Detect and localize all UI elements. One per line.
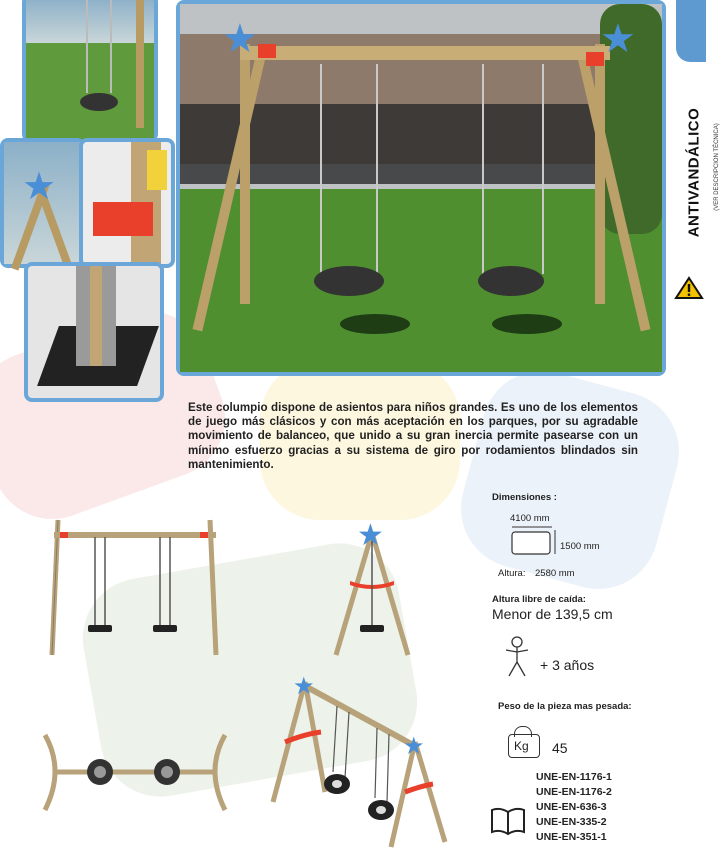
book-icon <box>490 806 526 836</box>
drawing-side-view <box>330 515 420 660</box>
svg-text:★: ★ <box>403 732 425 760</box>
height-value: 2580 mm <box>535 568 575 579</box>
norm-3: UNE-EN-636-3 <box>536 801 607 813</box>
age-value: + 3 años <box>540 657 595 673</box>
product-description: Este columpio dispone de asientos para niños grandes. Es uno de los elementos de juego más clásicos y con más aceptación en los parques, por su agradable movimiento de balanceo, que unido a su gran inercia permite pasearse con un mínimo esfuerzo gracias a su sistema de giro por rodamientos blindados sin mantenimiento. <box>188 401 638 471</box>
norm-4: UNE-EN-335-2 <box>536 816 607 828</box>
fall-height-value: Menor de 139,5 cm <box>492 606 613 622</box>
product-category-note <box>693 96 723 256</box>
photo-bracket-detail <box>79 138 175 268</box>
norm-2: UNE-EN-1176-2 <box>536 786 612 798</box>
drawing-perspective-view <box>265 672 465 847</box>
category-subtitle: (VER DESCRIPCION TÉCNICA) <box>714 123 720 211</box>
norm-1: UNE-EN-1176-1 <box>536 771 612 783</box>
depth-value: 1500 mm <box>560 541 600 552</box>
fall-height-label: Altura libre de caída: <box>492 594 586 605</box>
weight-label: Peso de la pieza mas pesada: <box>498 701 632 712</box>
bg-puzzle-blue <box>448 358 693 603</box>
weight-unit: Kg <box>514 739 529 753</box>
photo-main-swing: ★ ★ <box>176 0 666 376</box>
side-tab <box>676 0 706 62</box>
photo-swing-seat <box>22 0 158 142</box>
drawing-front-view <box>40 515 230 660</box>
drawing-top-view <box>40 730 230 820</box>
photo-base-plate <box>24 262 164 402</box>
child-icon <box>502 636 532 678</box>
dimensions-box-icon <box>508 524 558 558</box>
category-title: ANTIVANDÁLICO <box>685 107 703 238</box>
weight-icon-handle <box>514 726 532 737</box>
warning-icon <box>675 276 703 300</box>
svg-text:★: ★ <box>293 672 315 700</box>
norm-5: UNE-EN-351-1 <box>536 831 607 843</box>
photo-star-detail: ★ <box>0 138 85 268</box>
width-value: 4100 mm <box>510 513 550 524</box>
height-label: Altura: <box>498 568 526 579</box>
svg-text:★: ★ <box>357 518 384 553</box>
dimensions-label: Dimensiones : <box>492 492 557 503</box>
weight-value: 45 <box>552 740 568 756</box>
